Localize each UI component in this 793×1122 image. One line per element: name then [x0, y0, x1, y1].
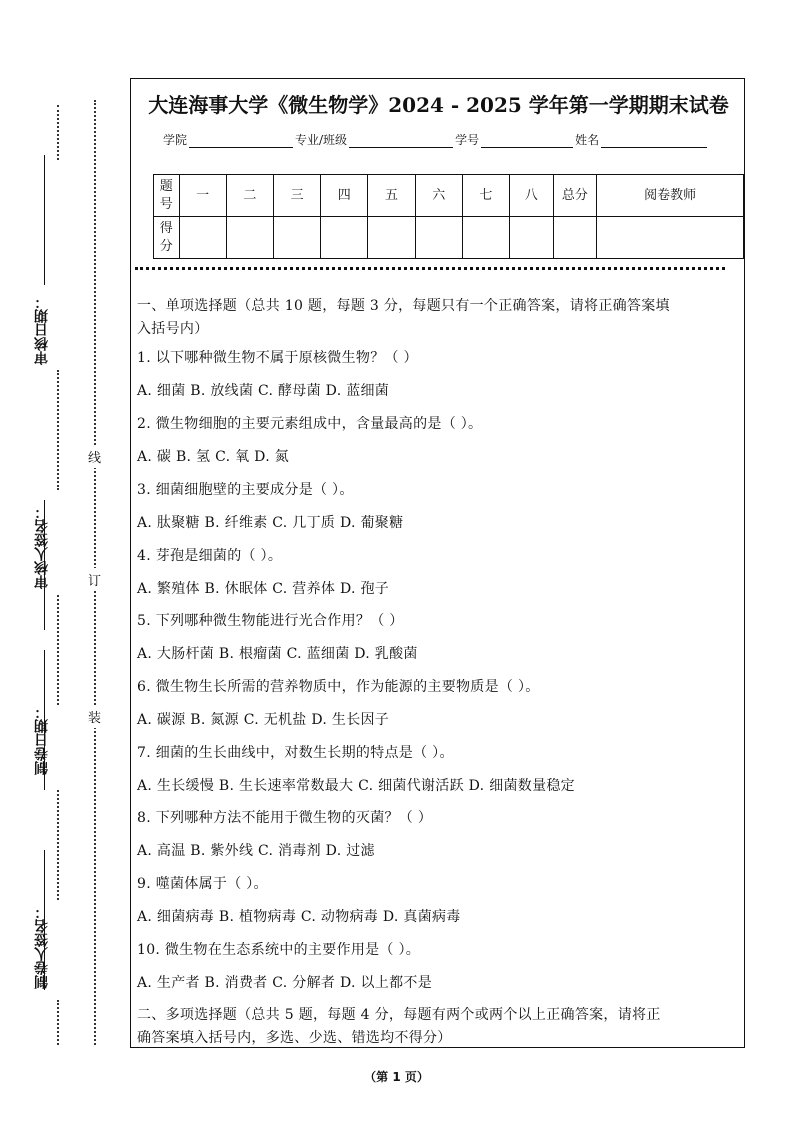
student-id-label: 学号 — [455, 133, 480, 147]
score-cell[interactable] — [415, 217, 462, 259]
score-row — [154, 217, 744, 259]
score-cell[interactable] — [273, 217, 320, 259]
options-10: A. 生产者 B. 消费者 C. 分解者 D. 以上都不是 — [137, 975, 432, 991]
options-3: A. 肽聚糖 B. 纤维素 C. 几丁质 D. 葡聚糖 — [137, 515, 404, 531]
question-10: 10. 微生物在生态系统中的主要作用是（ ）。 — [137, 942, 421, 958]
student-id-field[interactable] — [481, 135, 573, 148]
section2-heading: 二、多项选择题（总共 5 题，每题 4 分，每题有两个或两个以上正确答案，请将正 — [137, 1007, 661, 1023]
options-5: A. 大肠杆菌 B. 根瘤菌 C. 蓝细菌 D. 乳酸菌 — [137, 646, 418, 662]
dotted-separator — [135, 267, 725, 270]
score-table — [153, 174, 744, 259]
score-cell[interactable] — [510, 217, 554, 259]
binding-mark-staple: 订 — [88, 568, 101, 591]
column-header: 八 — [510, 175, 554, 217]
section2-heading-cont: 确答案填入括号内，多选、少选、错选均不得分） — [137, 1030, 452, 1046]
column-header: 三 — [273, 175, 320, 217]
score-cell[interactable] — [321, 217, 368, 259]
score-cell[interactable] — [553, 217, 597, 259]
binding-mark-line: 线 — [88, 445, 101, 468]
signature-line — [44, 155, 45, 285]
column-header: 六 — [415, 175, 462, 217]
column-header: 总分 — [553, 175, 597, 217]
dotted-rule — [57, 1000, 59, 1045]
score-cell[interactable] — [179, 217, 226, 259]
column-header: 七 — [462, 175, 509, 217]
reviewer-signature-label: 审核人签名： — [34, 505, 50, 589]
section1-heading: 一、单项选择题（总共 10 题，每题 3 分，每题只有一个正确答案，请将正确答案填 — [137, 298, 670, 314]
major-class-label: 专业/班级 — [295, 133, 348, 147]
question-9: 9. 噬菌体属于（ ）。 — [137, 876, 268, 892]
options-6: A. 碳源 B. 氮源 C. 无机盐 D. 生长因子 — [137, 712, 390, 728]
score-cell[interactable] — [597, 217, 744, 259]
question-6: 6. 微生物生长所需的营养物质中，作为能源的主要物质是（ ）。 — [137, 679, 540, 695]
college-label: 学院 — [163, 133, 188, 147]
column-header: 二 — [226, 175, 273, 217]
options-8: A. 高温 B. 紫外线 C. 消毒剂 D. 过滤 — [137, 843, 375, 859]
column-header: 阅卷教师 — [597, 175, 744, 217]
question-1: 1. 以下哪种微生物不属于原核微生物？（ ） — [137, 350, 418, 366]
exam-frame — [130, 78, 745, 1048]
name-label: 姓名 — [575, 133, 600, 147]
options-2: A. 碳 B. 氢 C. 氧 D. 氮 — [137, 449, 289, 465]
name-field[interactable] — [601, 135, 707, 148]
college-field[interactable] — [189, 135, 293, 148]
section1-heading-cont: 入括号内） — [137, 321, 209, 337]
question-5: 5. 下列哪种微生物能进行光合作用？（ ） — [137, 613, 404, 629]
score-cell[interactable] — [368, 217, 415, 259]
dotted-rule — [57, 105, 59, 160]
binding-mark-bind: 装 — [88, 705, 101, 728]
paper-date-label: 制卷日期： — [34, 705, 50, 775]
question-4: 4. 芽孢是细菌的（ ）。 — [137, 548, 283, 564]
question-3: 3. 细菌细胞壁的主要成分是（ ）。 — [137, 482, 354, 498]
student-info-line — [163, 131, 709, 148]
major-class-field[interactable] — [349, 135, 453, 148]
question-2: 2. 微生物细胞的主要元素组成中，含量最高的是（ ）。 — [137, 416, 483, 432]
question-number-row — [154, 175, 744, 217]
row-label: 题号 — [154, 175, 180, 217]
review-date-label: 审核日期： — [34, 295, 50, 365]
column-header: 四 — [321, 175, 368, 217]
options-9: A. 细菌病毒 B. 植物病毒 C. 动物病毒 D. 真菌病毒 — [137, 909, 461, 925]
score-cell[interactable] — [226, 217, 273, 259]
column-header: 一 — [179, 175, 226, 217]
question-8: 8. 下列哪种方法不能用于微生物的灭菌？（ ） — [137, 810, 433, 826]
page-number: （第 1 页） — [364, 1070, 429, 1084]
row-label: 得分 — [154, 217, 180, 259]
question-7: 7. 细菌的生长曲线中，对数生长期的特点是（ ）。 — [137, 745, 454, 761]
dotted-rule — [57, 370, 59, 490]
dotted-rule — [57, 790, 59, 900]
options-7: A. 生长缓慢 B. 生长速率常数最大 C. 细菌代谢活跃 D. 细菌数量稳定 — [137, 778, 575, 794]
dotted-rule — [57, 595, 59, 705]
options-1: A. 细菌 B. 放线菌 C. 酵母菌 D. 蓝细菌 — [137, 383, 390, 399]
column-header: 五 — [368, 175, 415, 217]
score-cell[interactable] — [462, 217, 509, 259]
paper-author-signature-label: 制卷人签名： — [34, 905, 50, 989]
options-4: A. 繁殖体 B. 休眠体 C. 营养体 D. 孢子 — [137, 581, 390, 597]
exam-title: 大连海事大学《微生物学》2024 - 2025 学年第一学期期末试卷 — [148, 93, 729, 117]
